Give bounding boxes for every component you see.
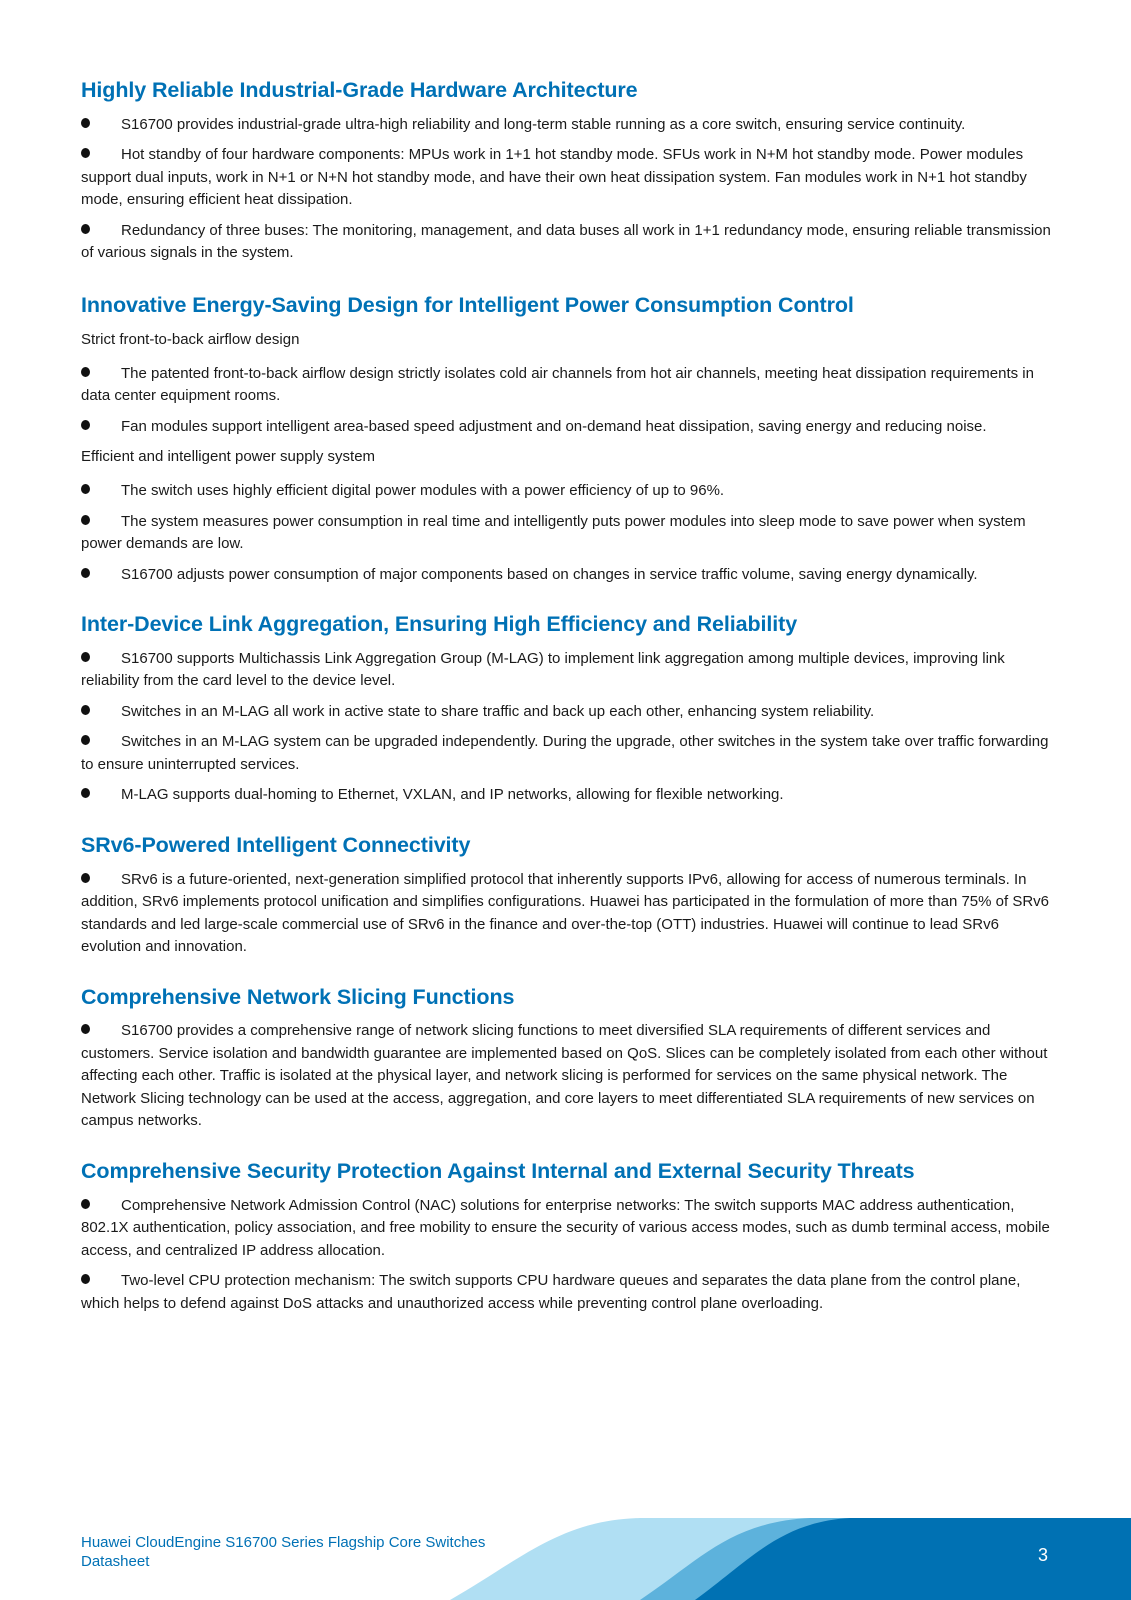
footer-document-title: Huawei CloudEngine S16700 Series Flagship Core Switches Datasheet [81,1534,486,1570]
subsection-title: Strict front-to-back airflow design [81,330,300,348]
bullet-item: Fan modules support intelligent area-based speed adjustment and on-demand heat dissipation, saving energy and reducing noise. [81,416,1051,439]
bullet-icon [81,363,121,386]
bullet-icon [81,731,121,754]
page-number: 3 [1038,1545,1049,1565]
section-heading: Highly Reliable Industrial-Grade Hardware Architecture [81,78,638,102]
bullet-item: Hot standby of four hardware components: MPUs work in 1+1 hot standby mode. SFUs work in N+M hot standby mode. Power modules support dual inputs, work in N+1 or N+N hot standby mode, and have their own heat dissipation system. Fan modules work in N+1 hot standby mode, ensuring efficient heat dissipation. [81,146,1027,209]
bullet-item: S16700 supports Multichassis Link Aggregation Group (M-LAG) to implement link aggregation among multiple devices, improving link reliability from the card level to the device level. [81,649,1005,690]
bullet-item: SRv6 is a future-oriented, next-generation simplified protocol that inherently supports IPv6, allowing for access of numerous terminals. In addition, SRv6 implements protocol unification and simplifies configurations. Huawei has participated in the formulation of more than 75% of SRv6 standards and led large-scale commercial use of SRv6 in the finance and over-the-top (OTT) industries. Huawei will continue to lead SRv6 evolution and innovation. [81,870,1050,956]
section-network-slicing [81,985,1051,1133]
bullet-item: M-LAG supports dual-homing to Ethernet, VXLAN, and IP networks, allowing for flexible networking. [81,784,1051,807]
bullet-icon [81,564,121,587]
section-heading: Innovative Energy-Saving Design for Intelligent Power Consumption Control [81,292,854,317]
bullet-item: S16700 adjusts power consumption of major components based on changes in service traffic volume, saving energy dynamically. [81,564,1051,587]
bullet-item: Comprehensive Network Admission Control (NAC) solutions for enterprise networks: The switch supports MAC address authentication, 802.1X authentication, policy association, and free mobility to ensure the security of various access modes, such as dumb terminal access, mobile access, and centralized IP address allocation. [81,1196,1050,1259]
section-energy-saving [81,293,1051,586]
bullet-icon [81,511,121,534]
section-hardware-architecture [81,78,1051,265]
bullet-icon [81,416,121,439]
bullet-icon [81,144,121,167]
bullet-item: Switches in an M-LAG all work in active state to share traffic and back up each other, enhancing system reliability. [81,701,1051,724]
section-heading: Inter-Device Link Aggregation, Ensuring High Efficiency and Reliability [81,612,798,637]
bullet-icon [81,1020,121,1043]
bullet-item: S16700 provides a comprehensive range of network slicing functions to meet diversified SLA requirements of different services and customers. Service isolation and bandwidth guarantee are implemented based on QoS. Slices can be completely isolated from each other without affecting each other. Traffic is isolated at the physical layer, and network slicing is performed for services on the same physical network. The Network Slicing technology can be used at the access, aggregation, and core layers to meet differentiated SLA requirements of new services on campus networks. [81,1022,1048,1130]
bullet-item: Switches in an M-LAG system can be upgraded independently. During the upgrade, other switches in the system take over traffic forwarding to ensure uninterrupted services. [81,733,1049,773]
section-security-protection [81,1159,1051,1315]
subsection-title: Efficient and intelligent power supply system [81,448,376,466]
bullet-icon [81,220,121,243]
bullet-item: Redundancy of three buses: The monitoring, management, and data buses all work in 1+1 redundancy mode, ensuring reliable transmission of various signals in the system. [81,221,1051,262]
section-srv6 [81,833,1051,959]
bullet-item: The system measures power consumption in real time and intelligently puts power modules into sleep mode to save power when system power demands are low. [81,512,1026,553]
section-heading: SRv6-Powered Intelligent Connectivity [81,832,471,857]
bullet-icon [81,114,121,137]
section-heading: Comprehensive Network Slicing Functions [81,984,515,1009]
document-body [81,78,1051,1329]
bullet-icon [81,1270,121,1293]
bullet-item: Two-level CPU protection mechanism: The switch supports CPU hardware queues and separates the data plane from the control plane, which helps to defend against DoS attacks and unauthorized access while preventing control plane overloading. [81,1272,1021,1312]
bullet-icon [81,480,121,503]
bullet-icon [81,701,121,724]
bullet-item: The patented front-to-back airflow design strictly isolates cold air channels from hot air channels, meeting heat dissipation requirements in data center equipment rooms. [81,364,1034,405]
bullet-icon [81,1195,121,1218]
page-footer [0,1500,1131,1600]
bullet-item: S16700 provides industrial-grade ultra-high reliability and long-term stable running as a core switch, ensuring service continuity. [81,114,1051,137]
bullet-icon [81,648,121,671]
bullet-item: The switch uses highly efficient digital power modules with a power efficiency of up to 96%. [81,480,1051,503]
bullet-icon [81,784,121,807]
section-heading: Comprehensive Security Protection Against Internal and External Security Threats [81,1158,915,1183]
bullet-icon [81,869,121,892]
section-link-aggregation [81,612,1051,807]
